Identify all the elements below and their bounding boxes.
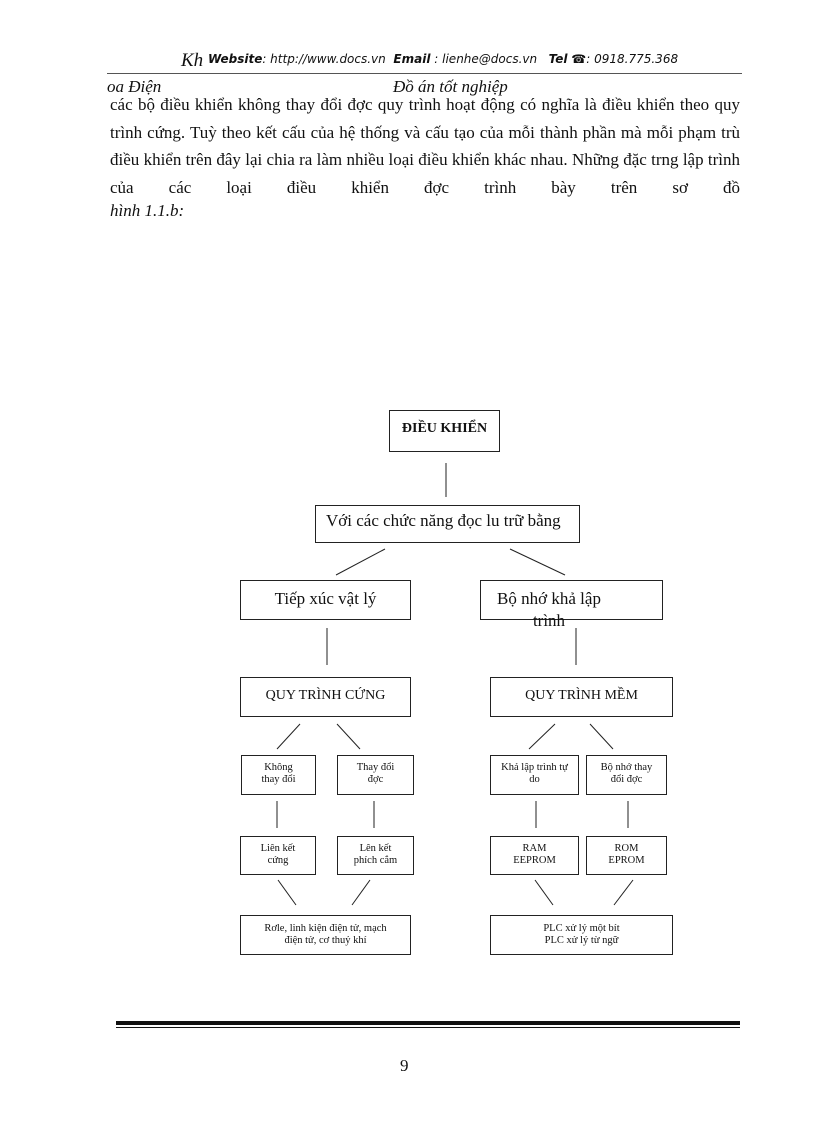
node-root	[389, 410, 500, 452]
website-label: Website	[208, 52, 263, 66]
website-value[interactable]: : http://www.docs.vn	[262, 52, 386, 66]
node-level1-label: Với các chức năng đọc lu trữ bằng	[326, 511, 561, 530]
node-rom-eprom-label: ROM EPROM	[608, 843, 645, 866]
header-doc-title: Đồ án tốt nghiệp	[393, 77, 508, 96]
node-root-label: ĐIỀU KHIỂN	[401, 421, 488, 436]
tel-value: : 0918.775.368	[586, 52, 679, 66]
node-hard-wired	[240, 836, 316, 875]
figure-reference: hình 1.1.b:	[110, 201, 185, 220]
node-changeable-label: Thay đổi đợc	[356, 762, 395, 785]
node-unchangeable-label: Không thay đổi	[261, 762, 296, 785]
header-dept: oa Điện	[107, 77, 162, 96]
node-changeable-memory	[586, 755, 667, 795]
node-plug-connection	[337, 836, 414, 875]
footer-rule-thin	[116, 1027, 740, 1028]
node-relay-components	[240, 915, 411, 955]
node-plug-connection-label: Lên kết phích cắm	[353, 843, 398, 866]
email-value[interactable]: : lienhe@docs.vn	[434, 52, 538, 66]
node-changeable-memory-label: Bộ nhớ thay đổi đợc	[600, 762, 653, 785]
node-soft-process	[490, 677, 673, 717]
node-programmable-memory-label: Bộ nhớ khả lập trình	[497, 589, 601, 630]
node-programmable-memory	[480, 580, 663, 630]
node-relay-components-label: Rơle, linh kiện điện tử, mạch điện tử, cơ thuỷ khí	[264, 923, 387, 946]
node-physical-contact	[240, 580, 411, 620]
node-free-programmable	[490, 755, 579, 795]
node-unchangeable	[241, 755, 316, 795]
node-plc-types-label: PLC xử lý một bít PLC xử lý từ ngữ	[543, 923, 620, 946]
tel-label: Tel	[548, 52, 568, 66]
node-physical-contact-label: Tiếp xúc vật lý	[274, 589, 377, 608]
footer-rule-thick	[116, 1021, 740, 1025]
node-ram-eeprom-label: RAM EEPROM	[513, 843, 556, 866]
node-level1	[315, 505, 580, 543]
phone-icon: ☎	[571, 52, 587, 66]
page-number: 9	[400, 1056, 409, 1075]
node-ram-eeprom	[490, 836, 579, 875]
node-hard-process-label: QUY TRÌNH CỨNG	[265, 688, 386, 703]
header-fragment: Kh	[181, 50, 204, 71]
node-plc-types	[490, 915, 673, 955]
node-free-programmable-label: Khả lập trình tự do	[501, 762, 568, 785]
node-hard-process	[240, 677, 411, 717]
node-rom-eprom	[586, 836, 667, 875]
node-soft-process-label: QUY TRÌNH MỀM	[525, 688, 638, 703]
node-hard-wired-label: Liên kết cứng	[260, 843, 296, 866]
body-paragraph: các bộ điều khiển không thay đổi đợc quy trình hoạt động có nghĩa là điều khiển theo quy trình cứng. Tuỳ theo kết cấu của hệ thống và cấu tạo của mỗi thành phần mà mỗi phạm trù điều khiển trên đây lại chia ra làm nhiều loại điều khiển khác nhau. Những đặc trng lập trình của các loại điều khiển đợc trình bày trên sơ đồ	[110, 95, 740, 197]
node-changeable	[337, 755, 414, 795]
email-label: Email	[393, 52, 431, 66]
